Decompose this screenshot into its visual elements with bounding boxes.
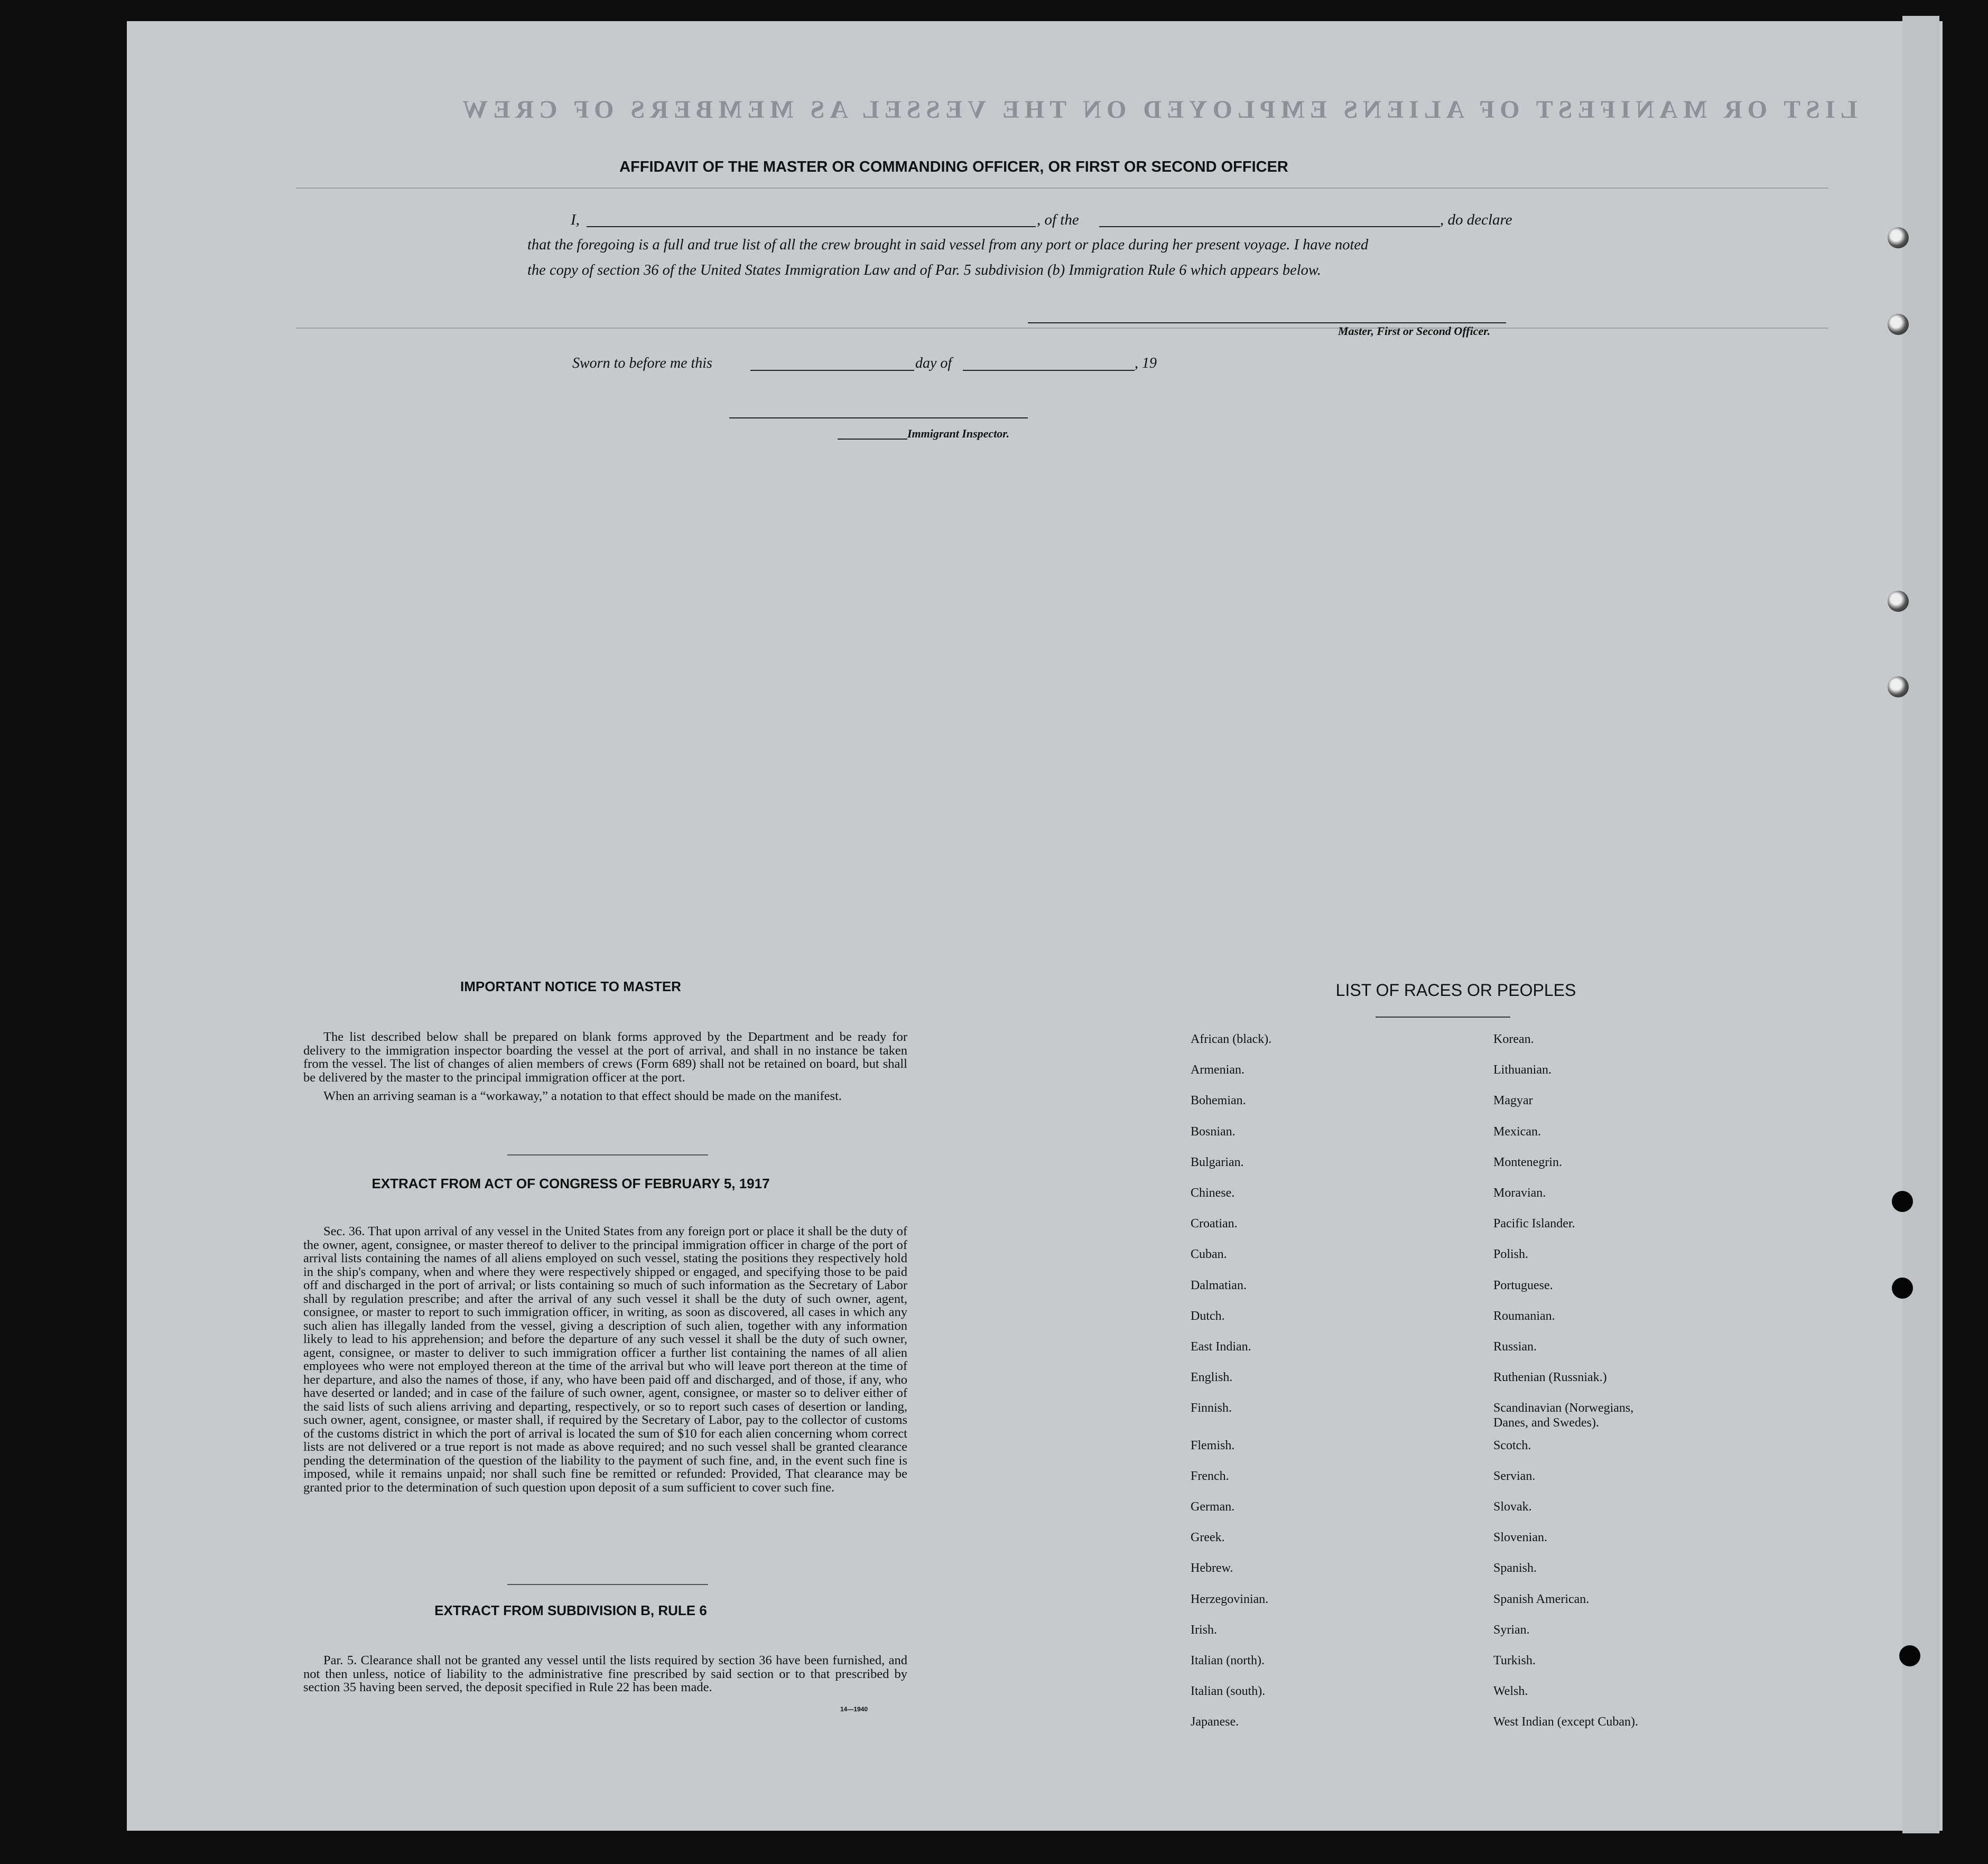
race-item: Italian (south).	[1191, 1684, 1266, 1699]
race-item: Turkish.	[1493, 1654, 1536, 1667]
race-item: West Indian (except Cuban).	[1493, 1715, 1638, 1729]
race-item: Bohemian.	[1191, 1094, 1246, 1108]
race-item: Mexican.	[1493, 1124, 1541, 1139]
race-item: Magyar	[1493, 1094, 1533, 1108]
divider	[507, 1584, 708, 1585]
inspector-signature-line	[729, 417, 1028, 418]
race-item: English.	[1191, 1371, 1233, 1385]
race-item: Bosnian.	[1191, 1124, 1235, 1139]
notice-paragraph: When an arriving seaman is a “workaway,” a notation to that effect should be made on the manifest.	[323, 1089, 842, 1103]
race-item: Croatian.	[1191, 1217, 1238, 1231]
race-item: Herzegovinian.	[1191, 1592, 1269, 1606]
notice-text	[303, 1030, 907, 1103]
race-item: Scandinavian (Norwegians, Danes, and Swedes).	[1493, 1401, 1634, 1430]
bleed-through-line	[296, 328, 1828, 329]
sworn-year: , 19	[1135, 355, 1157, 371]
race-item: Hebrew.	[1191, 1561, 1233, 1576]
divider	[507, 1154, 708, 1155]
race-item: Irish.	[1191, 1623, 1217, 1637]
punch-hole	[1888, 676, 1909, 697]
race-item: Armenian.	[1191, 1063, 1244, 1077]
race-item: East Indian.	[1191, 1340, 1251, 1354]
race-item: Montenegrin.	[1493, 1155, 1562, 1169]
punch-hole	[1892, 1278, 1913, 1299]
race-item: Chinese.	[1191, 1186, 1235, 1200]
races-title: LIST OF RACES OR PEOPLES	[1335, 981, 1576, 1000]
race-item: Welsh.	[1493, 1684, 1528, 1699]
race-item: Spanish.	[1493, 1561, 1537, 1576]
race-item: Greek.	[1191, 1531, 1225, 1545]
rule-text	[303, 1654, 907, 1694]
race-item: Polish.	[1493, 1247, 1529, 1262]
sworn-day-of: day of	[915, 355, 952, 371]
race-item: Italian (north).	[1191, 1654, 1265, 1667]
affidavit-declare: , do declare	[1440, 211, 1512, 228]
sworn-prefix: Sworn to before me this	[572, 355, 712, 371]
notice-paragraph: The list described below shall be prepared on blank forms approved by the Department and be ready for delivery to the immigration inspector boarding the vessel at the port of arrival, and shall in no instance be taken from the vessel. The list of changes of alien members of crews (Form 689) shall not be retained on board, but shall be delivered by the master to the principal immigration officer at the port.	[303, 1030, 907, 1085]
act-title: EXTRACT FROM ACT OF CONGRESS OF FEBRUARY 5, 1917	[371, 1176, 770, 1191]
race-item: Servian.	[1493, 1469, 1536, 1483]
race-item: Scotch.	[1493, 1438, 1531, 1452]
race-item: Roumanian.	[1493, 1309, 1555, 1323]
race-item: Pacific Islander.	[1493, 1217, 1575, 1231]
punch-hole	[1888, 591, 1909, 612]
race-item: Japanese.	[1191, 1715, 1239, 1729]
inspector-caption: Immigrant Inspector.	[907, 427, 1010, 440]
race-item: Bulgarian.	[1191, 1155, 1244, 1169]
race-item: Slovenian.	[1493, 1531, 1547, 1545]
name-blank	[587, 226, 1036, 227]
race-item: Korean.	[1493, 1032, 1534, 1046]
form-number: 14—1940	[840, 1705, 868, 1713]
race-item: Syrian.	[1493, 1623, 1530, 1637]
race-item: Slovak.	[1493, 1500, 1532, 1514]
race-item: Dutch.	[1191, 1309, 1225, 1323]
affidavit-of-the: , of the	[1037, 211, 1079, 228]
signature-caption: Master, First or Second Officer.	[1338, 324, 1491, 338]
race-item: African (black).	[1191, 1032, 1272, 1046]
affidavit-line-3: the copy of section 36 of the United States Immigration Law and of Par. 5 subdivision (b) Immigration Rule 6 which appears below.	[527, 262, 1321, 278]
sworn-day-blank	[750, 370, 914, 371]
divider	[1376, 1017, 1510, 1018]
act-text	[303, 1225, 907, 1494]
race-item: Lithuanian.	[1493, 1063, 1552, 1077]
signature-line	[1028, 322, 1506, 323]
race-item: Dalmatian.	[1191, 1278, 1247, 1292]
race-item: Portuguese.	[1493, 1278, 1553, 1292]
race-item: Russian.	[1493, 1340, 1537, 1354]
race-item: Spanish American.	[1493, 1592, 1590, 1606]
affidavit-line-2: that the foregoing is a full and true list of all the crew brought in said vessel from any port or place during her present voyage. I have noted	[527, 237, 1369, 253]
race-item: German.	[1191, 1500, 1235, 1514]
document-sheet	[127, 21, 1943, 1831]
vessel-blank	[1099, 226, 1440, 227]
affidavit-title: AFFIDAVIT OF THE MASTER OR COMMANDING OFFICER, OR FIRST OR SECOND OFFICER	[619, 159, 1288, 175]
punch-hole	[1888, 314, 1909, 335]
race-item: Ruthenian (Russniak.)	[1493, 1371, 1607, 1385]
race-item: French.	[1191, 1469, 1229, 1483]
race-item: Finnish.	[1191, 1401, 1232, 1415]
race-item: Flemish.	[1191, 1438, 1235, 1452]
notice-title: IMPORTANT NOTICE TO MASTER	[460, 978, 681, 994]
sworn-month-blank	[963, 370, 1135, 371]
bleed-through-line	[296, 188, 1828, 189]
page-edge	[1902, 16, 1939, 1833]
race-item: Moravian.	[1493, 1186, 1546, 1200]
rule-title: EXTRACT FROM SUBDIVISION B, RULE 6	[434, 1602, 707, 1618]
rule-paragraph: Par. 5. Clearance shall not be granted any vessel until the lists required by section 36 have been furnished, and not then unless, notice of liability to the administrative fine prescribed by said section or to that prescribed by section 35 having been served, the deposit specified in Rule 22 has been made.	[303, 1653, 907, 1694]
inspector-caption-rule	[838, 439, 907, 440]
act-paragraph: Sec. 36. That upon arrival of any vessel in the United States from any foreign port or place it shall be the duty of the owner, agent, consignee, or master thereof to deliver to the principal immigration officer in charge of the port of arrival lists containing the names of all aliens employed on such vessel, stating the positions they respectively hold in the ship's company, when and where they were respectively shipped or engaged, and specifying those to be paid off and discharged in the port of arrival; or lists containing so much of such information as the Secretary of Labor shall by regulation prescribe; and after the arrival of any such vessel it shall be the duty of such owner, agent, consignee, or master to report to such immigration officer, in writing, as soon as discovered, all cases in which any such alien has illegally landed from the vessel, giving a description of such alien, together with any information likely to lead to his apprehension; and before the departure of any such vessel it shall be the duty of such owner, agent, consignee, or master to deliver to such immigration officer a further list containing the names of all alien employees who were not employed thereon at the time of the arrival but who will leave port thereon at the time of her departure, and also the names of those, if any, who have been paid off and discharged, and of those, if any, who have deserted or landed; and in case of the failure of such owner, agent, consignee, or master so to deliver either of the said lists of such aliens arriving and departing, respectively, or so to report such cases of desertion or landing, such owner, agent, consignee, or master shall, if required by the Secretary of Labor, pay to the collector of customs of the customs district in which the port of arrival is located the sum of $10 for each alien concerning whom correct lists are not delivered or a true report is not made as above required; and no such vessel shall be granted clearance pending the determination of the question of the liability to the payment of such fine, and, in the event such fine is imposed, while it remains unpaid; nor shall such fine be remitted or refunded: Provided, That clearance may be granted prior to the determination of such question upon deposit of a sum sufficient to cover such fine.	[303, 1224, 907, 1495]
punch-hole	[1892, 1191, 1913, 1212]
affidavit-i: I,	[571, 211, 580, 228]
punch-hole	[1899, 1645, 1920, 1666]
punch-hole	[1888, 227, 1909, 248]
bleed-through-header: LIST OR MANIFEST OF ALIENS EMPLOYED ON THE VESSEL AS MEMBERS OF CREW	[457, 96, 1857, 124]
race-item: Cuban.	[1191, 1247, 1227, 1262]
